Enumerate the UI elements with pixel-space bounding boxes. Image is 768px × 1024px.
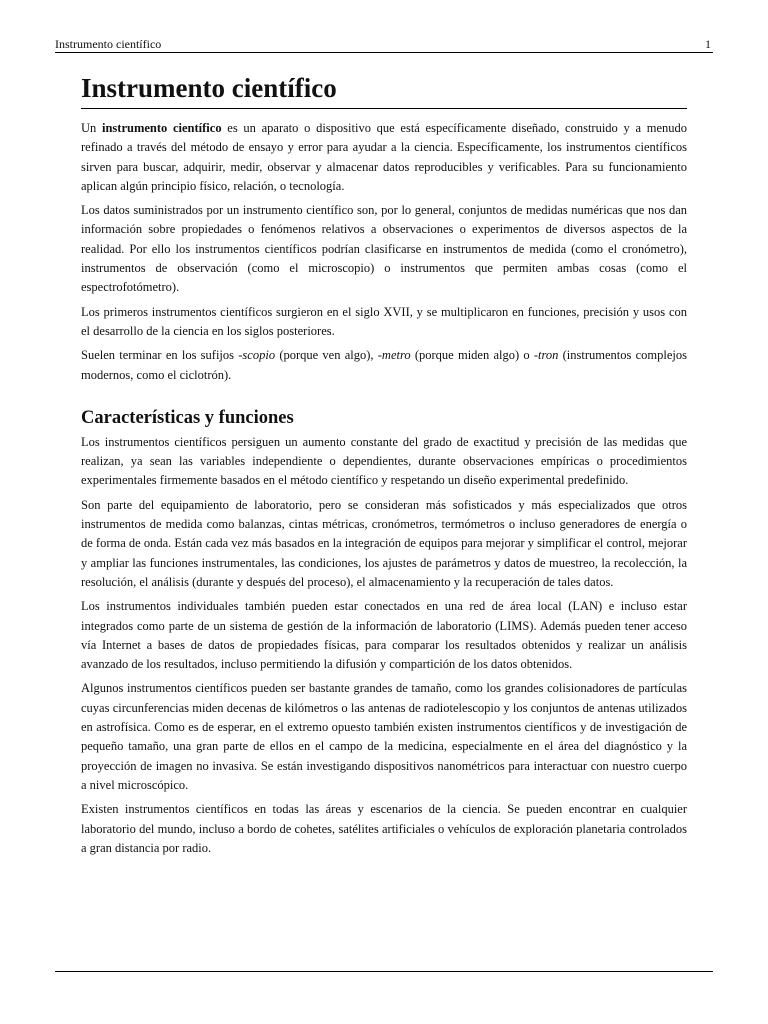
intro-paragraph-1	[81, 119, 687, 196]
section-paragraph-5: Existen instrumentos científicos en todas las áreas y escenarios de la ciencia. Se pueden encontrar en cualquier laboratorio del mundo, incluso a bordo de cohetes, satélites artificiales o vehículos de exploración planetaria controlados a gran distancia por radio.	[81, 802, 687, 855]
intro-paragraph-3: Los primeros instrumentos científicos surgieron en el siglo XVII, y se multiplicaron en funciones, precisión y usos con el desarrollo de la ciencia en los siglos posteriores.	[81, 304, 687, 338]
intro-p4-text-3: (porque miden algo) o	[410, 348, 534, 363]
running-header-title: Instrumento científico	[55, 37, 162, 51]
footer-divider	[55, 971, 713, 972]
page-title: Instrumento científico	[81, 72, 687, 109]
suffix-tron: -tron	[533, 348, 559, 363]
intro-p1-bold-term: instrumento científico	[102, 121, 222, 135]
intro-paragraph-4	[81, 346, 687, 385]
section-paragraph-4: Algunos instrumentos científicos pueden ser bastante grandes de tamaño, como los grandes colisionadores de partículas cuyas circunferencias miden decenas de kilómetros o las antenas de radiotelescopio y los conjuntos de antenas utilizados en astrofísica. Como es de esperar, en el extremo opuesto también existen instrumentos científicos y de investigación de pequeño tamaño, una gran parte de ellos en el campo de la medicina, especialmente en el área del diagnóstico y la proyección de imagen no invasiva. Se están investigando dispositivos nanométricos para interactuar con nuestro cuerpo a nivel microscópico.	[81, 681, 687, 792]
section-paragraph-1: Los instrumentos científicos persiguen un aumento constante del grado de exactitud y precisión de las medidas que realizan, ya sean las variables independiente o dependientes, durante observaciones empíricas o procedimientos experimentales firmemente basados en el método científico y respetando un diseño experimental predefinido.	[81, 434, 687, 488]
running-header	[55, 37, 713, 51]
intro-section	[81, 119, 687, 385]
article-body	[81, 72, 687, 863]
suffix-metro: -metro	[377, 348, 411, 363]
intro-paragraph-2: Los datos suministrados por un instrumento científico son, por lo general, conjuntos de medidas numéricas que nos dan información sobre propiedades o fenómenos relativos a observaciones o experimentos de diversos aspectos de la realidad. Por ello los instrumentos científicos podrían clasificarse en instrumentos de medida (como el cronómetro), instrumentos de observación (como el microscopio) o instrumentos que permiten ambas cosas (como el espectrofotómetro).	[81, 203, 687, 295]
header-divider	[55, 52, 713, 53]
intro-p4-text-4: (instrumentos complejos modernos, como el ciclotrón).	[81, 348, 687, 382]
suffix-scopio: -scopio	[238, 348, 276, 363]
intro-p1-text-end: es un aparato o dispositivo que está específicamente diseñado, construido y a menudo refinado a través del método de ensayo y error para ayudar a la ciencia. Específicamente, los instrumentos científicos sirven para buscar, adquirir, medir, observar y almacenar datos reproducibles y verificables. Para su funcionamiento aplican algún principio físico, relación, o tecnología.	[81, 121, 687, 193]
page-number: 1	[705, 37, 711, 51]
section-paragraph-3: Los instrumentos individuales también pueden estar conectados en una red de área local (LAN) e incluso estar integrados como parte de un sistema de gestión de la información de laboratorio (LIMS). Además pueden tener acceso vía Internet a bases de datos de propiedades físicas, para comparar los resultados obtenidos y realizar un análisis avanzado de los resultados, incluso permitiendo la difusión y compartición de los datos obtenidos.	[81, 599, 687, 672]
section-paragraph-2: Son parte del equipamiento de laboratorio, pero se consideran más sofisticados y más especializados que otros instrumentos de medida como balanzas, cintas métricas, cronómetros, termómetros o incluso generadores de energía o de forma de onda. Están cada vez más basados en la integración de equipos para mejorar y simplificar el control, mejorar y ampliar las funciones instrumentales, las condiciones, los ajustes de parámetros y datos de muestreo, la recolección, la resolución, el análisis (durante y después del proceso), el almacenamiento y la recuperación de tales datos.	[81, 497, 688, 589]
intro-p1-text-start: Un	[81, 121, 102, 135]
section-heading: Características y funciones	[81, 407, 294, 428]
intro-p4-text-1: Suelen terminar en los sufijos	[81, 348, 239, 363]
intro-p4-text-2: (porque ven algo),	[275, 348, 378, 363]
